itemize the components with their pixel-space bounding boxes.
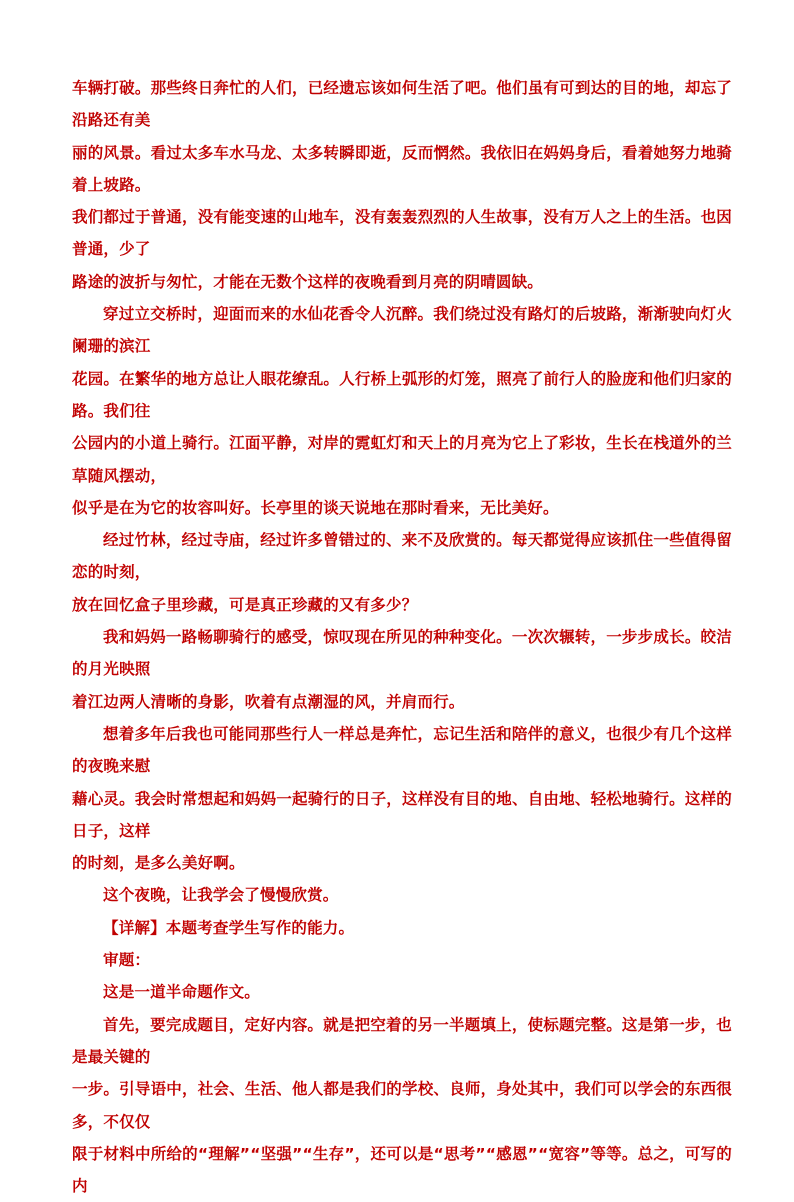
text-line: 我们都过于普通，没有能变速的山地车，没有轰轰烈烈的人生故事，没有万人之上的生活。也因普通，少了 <box>72 208 732 259</box>
text-line: 车辆打破。那些终日奔忙的人们，已经遗忘该如何生活了吧。他们虽有可到达的目的地，却忘了沿路还有美 <box>72 79 732 130</box>
text-line: 似乎是在为它的妆容叫好。长亭里的谈天说地在那时看来，无比美好。 <box>72 498 559 517</box>
text-line: 这个夜晚，让我学会了慢慢欣赏。 <box>103 886 339 905</box>
paragraph-4 <box>72 621 732 718</box>
paragraph-1 <box>72 72 732 298</box>
text-line: 放在回忆盒子里珍藏，可是真正珍藏的又有多少？ <box>72 595 418 614</box>
text-line: 一步。引导语中，社会、生活、他人都是我们的学校、良师，身处其中，我们可以学会的东西很多，不仅仅 <box>72 1080 732 1131</box>
text-line: 丽的风景。看过太多车水马龙、太多转瞬即逝，反而惘然。我依旧在妈妈身后，看着她努力地骑着上坡路。 <box>72 143 732 194</box>
text-line: 我和妈妈一路畅聊骑行的感受，惊叹现在所见的种种变化。一次次辗转，一步步成长。皎洁的月光映照 <box>72 628 732 679</box>
text-line: 这是一道半命题作文。 <box>103 983 261 1002</box>
paragraph-10 <box>72 1009 732 1202</box>
text-line: 公园内的小道上骑行。江面平静，对岸的霓虹灯和天上的月亮为它上了彩妆，生长在栈道外的兰草随风摆动， <box>72 434 732 485</box>
text-line: 首先，要完成题目，定好内容。就是把空着的另一半题填上，使标题完整。这是第一步，也是最关键的 <box>72 1015 732 1066</box>
text-line: 限于材料中所给的“理解”“坚强”“生存”，还可以是“思考”“感恩”“宽容”等等。总之，可写的内 <box>72 1144 732 1196</box>
text-line: 藉心灵。我会时常想起和妈妈一起骑行的日子，这样没有目的地、自由地、轻松地骑行。这样的日子，这样 <box>72 789 732 840</box>
text-line: 花园。在繁华的地方总让人眼花缭乱。人行桥上弧形的灯笼，照亮了前行人的脸庞和他们归家的路。我们往 <box>72 369 732 420</box>
paragraph-9 <box>72 976 732 1008</box>
paragraph-3 <box>72 524 732 621</box>
text-line: 想着多年后我也可能同那些行人一样总是奔忙，忘记生活和陪伴的意义，也很少有几个这样的夜晚来慰 <box>72 724 732 776</box>
text-line: 着江边两人清晰的身影，吹着有点潮湿的风，并肩而行。 <box>72 692 465 711</box>
text-line: 路途的波折与匆忙，才能在无数个这样的夜晚看到月亮的阴晴圆缺。 <box>72 272 544 291</box>
text-line: 经过竹林，经过寺庙，经过许多曾错过的、来不及欣赏的。每天都觉得应该抓住一些值得留恋的时刻， <box>72 531 732 582</box>
section-label-shenti <box>72 944 732 976</box>
text-line: 【详解】本题考查学生写作的能力。 <box>103 918 355 937</box>
paragraph-2 <box>72 298 732 524</box>
text-line: 穿过立交桥时，迎面而来的水仙花香令人沉醉。我们绕过没有路灯的后坡路，渐渐驶向灯火阑珊的滨江 <box>72 305 732 356</box>
paragraph-5 <box>72 718 732 879</box>
document-body <box>72 72 732 1202</box>
text-line: 审题： <box>103 951 151 970</box>
text-line: 的时刻，是多么美好啊。 <box>72 854 245 873</box>
explanation-heading <box>72 912 732 944</box>
paragraph-6 <box>72 879 732 911</box>
